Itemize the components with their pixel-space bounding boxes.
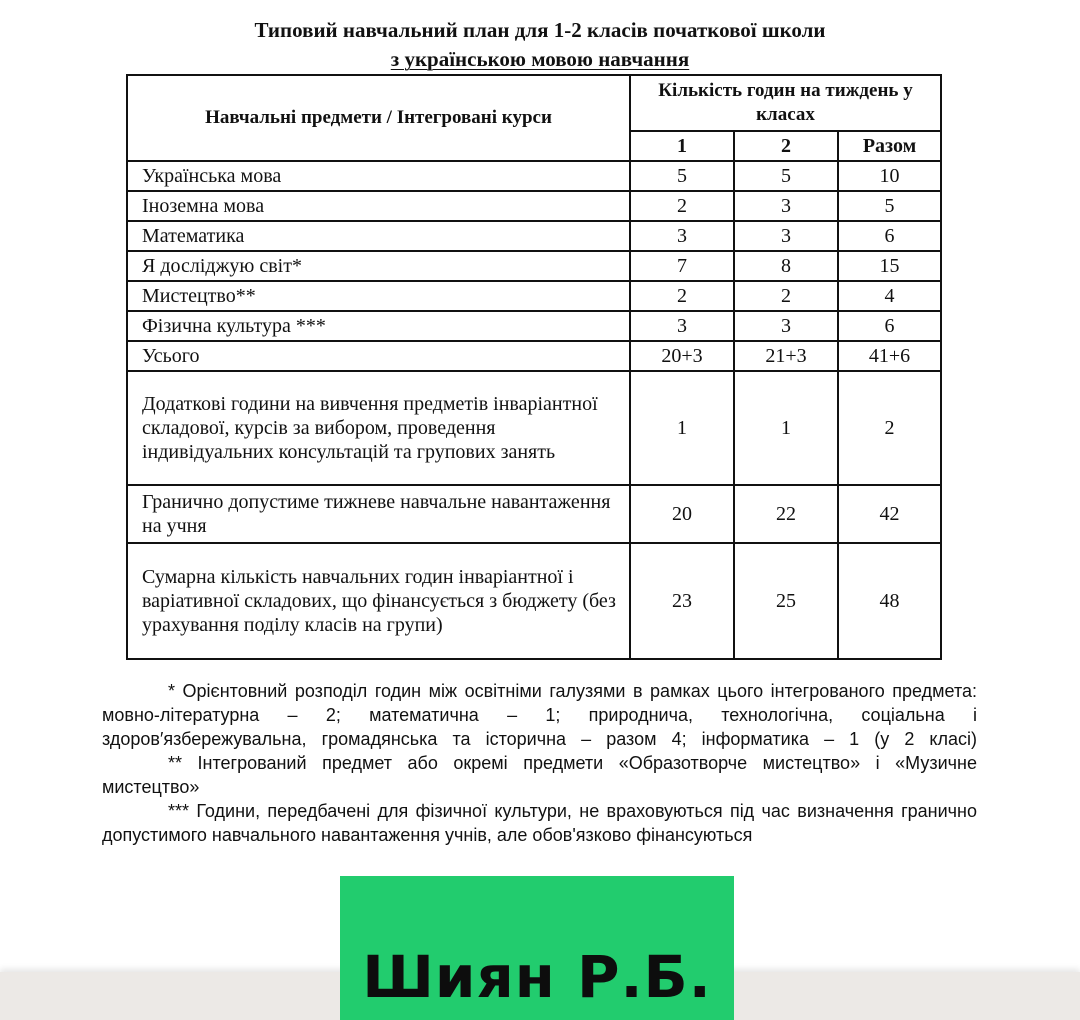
grade-2-cell: 3	[734, 311, 838, 341]
grade-2-cell: 5	[734, 161, 838, 191]
author-name: Шиян Р.Б.	[362, 943, 712, 1011]
grade-2-cell: 1	[734, 371, 838, 485]
header-subjects: Навчальні предмети / Інтегровані курси	[127, 75, 630, 161]
header-total: Разом	[838, 131, 941, 161]
subject-cell: Українська мова	[127, 161, 630, 191]
curriculum-table	[126, 74, 942, 660]
grade-2-cell: 3	[734, 191, 838, 221]
grade-1-cell: 20+3	[630, 341, 734, 371]
subject-cell: Сумарна кількість навчальних годин інваріантної і варіативної складових, що фінансується з бюджету (без урахування поділу класів на групи)	[127, 543, 630, 659]
grade-1-cell: 2	[630, 191, 734, 221]
grade-2-cell: 21+3	[734, 341, 838, 371]
footnote-2: ** Інтегрований предмет або окремі предмети «Образотворче мистецтво» і «Музичне мистецтво»	[102, 753, 977, 797]
total-cell: 5	[838, 191, 941, 221]
footnotes	[102, 679, 977, 847]
subject-cell: Додаткові години на вивчення предметів інваріантної складової, курсів за вибором, проведення індивідуальних консультацій та групових занять	[127, 371, 630, 485]
title-line-1: Типовий навчальний план для 1-2 класів початкової школи	[254, 18, 826, 42]
total-cell: 48	[838, 543, 941, 659]
subject-cell: Гранично допустиме тижневе навчальне навантаження на учня	[127, 485, 630, 543]
table-row-total-funded	[127, 543, 941, 659]
header-hours: Кількість годин на тиждень у класах	[630, 75, 941, 131]
grade-2-cell: 2	[734, 281, 838, 311]
grade-1-cell: 3	[630, 221, 734, 251]
total-cell: 42	[838, 485, 941, 543]
total-cell: 4	[838, 281, 941, 311]
document-title	[0, 16, 1080, 74]
total-cell: 10	[838, 161, 941, 191]
table-row-total	[127, 341, 941, 371]
grade-2-cell: 22	[734, 485, 838, 543]
table-row	[127, 161, 941, 191]
total-cell: 41+6	[838, 341, 941, 371]
table-row	[127, 221, 941, 251]
table-row-additional-hours	[127, 371, 941, 485]
author-card	[340, 876, 734, 1020]
grade-2-cell: 25	[734, 543, 838, 659]
grade-2-cell: 3	[734, 221, 838, 251]
footnote-3: *** Години, передбачені для фізичної культури, не враховуються під час визначення гранично допустимого навчального навантаження учнів, але обов'язково фінансуються	[102, 801, 977, 845]
table-header-row	[127, 75, 941, 131]
subject-cell: Іноземна мова	[127, 191, 630, 221]
footnote-1: * Орієнтовний розподіл годин між освітніми галузями в рамках цього інтегрованого предмета: мовно-літературна – 2; математична – 1; природнича, технологічна, соціальна і здоров′язбережувальна, громадянська та історична – разом 4; інформатика – 1 (у 2 класі)	[102, 681, 977, 749]
grade-1-cell: 1	[630, 371, 734, 485]
table-row	[127, 311, 941, 341]
subject-cell: Я досліджую світ*	[127, 251, 630, 281]
subject-cell: Мистецтво**	[127, 281, 630, 311]
grade-1-cell: 7	[630, 251, 734, 281]
subject-cell: Фізична культура ***	[127, 311, 630, 341]
table-row	[127, 251, 941, 281]
grade-2-cell: 8	[734, 251, 838, 281]
total-cell: 15	[838, 251, 941, 281]
total-cell: 6	[838, 221, 941, 251]
header-grade-1: 1	[630, 131, 734, 161]
total-cell: 6	[838, 311, 941, 341]
title-line-2: з українською мовою навчання	[390, 47, 690, 71]
table-row-max-load	[127, 485, 941, 543]
grade-1-cell: 20	[630, 485, 734, 543]
grade-1-cell: 3	[630, 311, 734, 341]
grade-1-cell: 2	[630, 281, 734, 311]
header-grade-2: 2	[734, 131, 838, 161]
grade-1-cell: 5	[630, 161, 734, 191]
total-cell: 2	[838, 371, 941, 485]
grade-1-cell: 23	[630, 543, 734, 659]
subject-cell: Усього	[127, 341, 630, 371]
table-row	[127, 191, 941, 221]
table-row	[127, 281, 941, 311]
subject-cell: Математика	[127, 221, 630, 251]
